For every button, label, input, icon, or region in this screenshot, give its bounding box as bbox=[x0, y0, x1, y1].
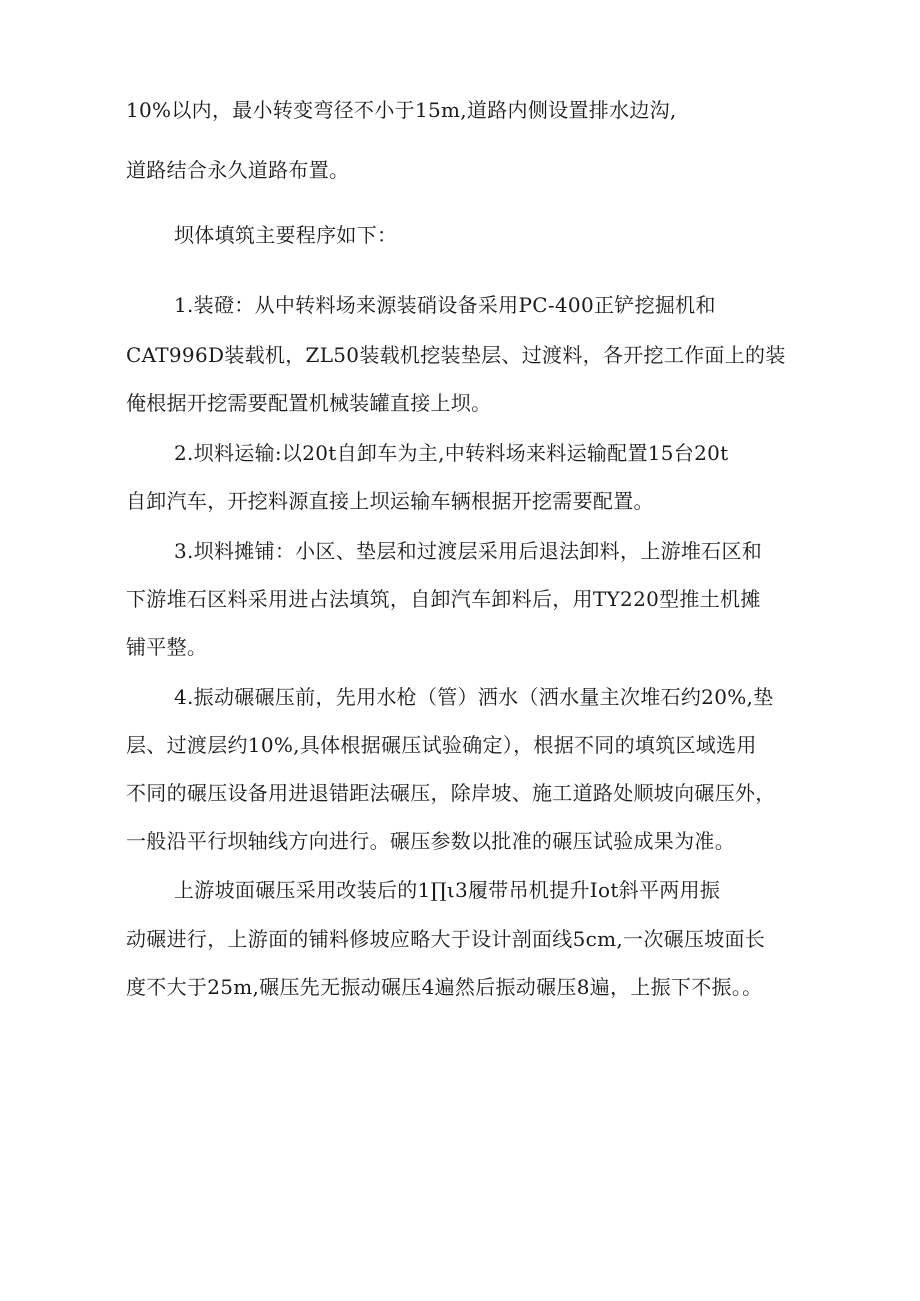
paragraph-4-line: 4.振动碾碾压前，先用水枪（管）洒水（洒水量主次堆石约20%,垫 bbox=[174, 685, 774, 709]
paragraph-2-line: 自卸汽车，开挖料源直接上坝运输车辆根据开挖需要配置。 bbox=[126, 489, 654, 513]
text-line: 道路结合永久道路布置。 bbox=[126, 158, 350, 182]
paragraph-3-line: 3.坝料摊铺：小区、垫层和过渡层采用后退法卸料，上游堆石区和 bbox=[174, 539, 763, 563]
paragraph-5-line: 动碾进行，上游面的铺料修坡应略大于设计剖面线5cm,一次碾压坡面长 bbox=[126, 927, 766, 951]
paragraph-3-line: 下游堆石区料采用进占法填筑，自卸汽车卸料后，用TY220型推土机摊 bbox=[126, 587, 761, 611]
paragraph-1-line: CAT996D装载机，ZL50装载机挖装垫层、过渡料，各开挖工作面上的装 bbox=[126, 343, 786, 367]
paragraph-4-line: 一般沿平行坝轴线方向进行。碾压参数以批准的碾压试验成果为准。 bbox=[126, 829, 735, 853]
paragraph-5-line: 度不大于25m,碾压先无振动碾压4遍然后振动碾压8遍，上振下不振。。 bbox=[126, 975, 763, 999]
section-heading: 坝体填筑主要程序如下： bbox=[174, 223, 398, 247]
paragraph-1-line: 1.装磴：从中转料场来源装硝设备采用PC-400正铲挖掘机和 bbox=[174, 293, 716, 317]
paragraph-2-line: 2.坝料运输:以20t自卸车为主,中转料场来料运输配置15台20t bbox=[174, 441, 729, 465]
paragraph-5-line: 上游坡面碾压采用改装后的1∏ι3履带吊机提升Iot斜平两用振 bbox=[174, 878, 721, 902]
paragraph-4-line: 不同的碾压设备用进退错距法碾压，除岸坡、施工道路处顺坡向碾压外， bbox=[126, 781, 776, 805]
paragraph-1-line: 俺根据开挖需要配置机械装罐直接上坝。 bbox=[126, 391, 492, 415]
paragraph-4-line: 层、过渡层约10%,具体根据碾压试验确定），根据不同的填筑区域选用 bbox=[126, 733, 757, 757]
paragraph-3-line: 铺平整。 bbox=[126, 635, 208, 659]
text-line: 10%以内，最小转变弯径不小于15m,道路内侧设置排水边沟, bbox=[126, 98, 677, 122]
